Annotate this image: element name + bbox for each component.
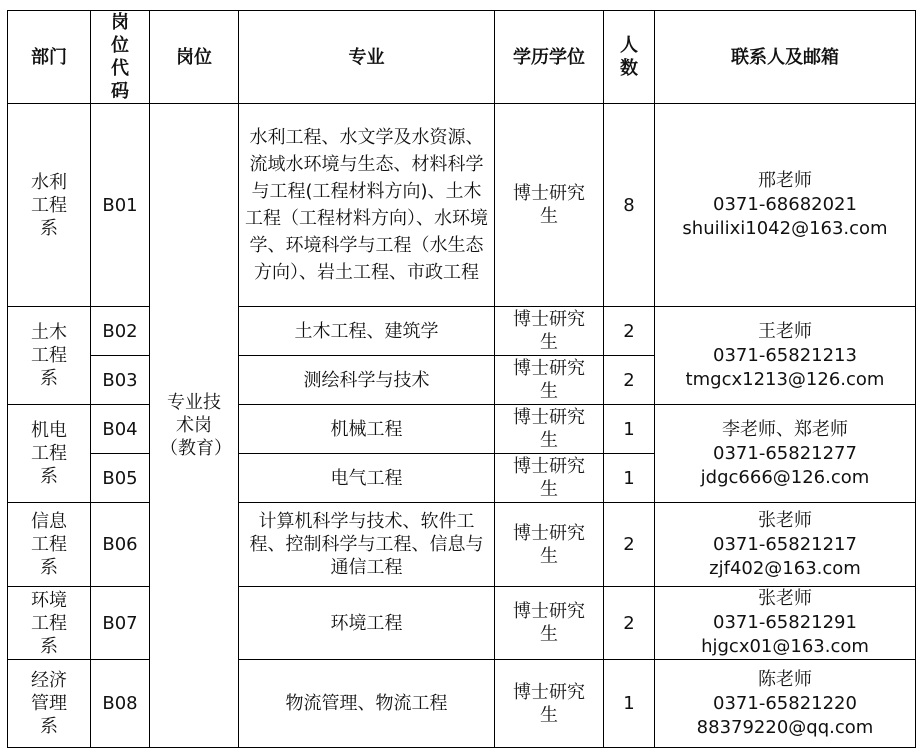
count-cell: 1 xyxy=(604,454,655,503)
header-code: 岗位代码 xyxy=(91,11,150,104)
major-cell: 测绘科学与技术 xyxy=(239,356,495,405)
table-row xyxy=(8,660,916,748)
contact-phone: 0371-68682021 xyxy=(713,194,857,215)
count-cell: 2 xyxy=(604,356,655,405)
header-degree: 学历学位 xyxy=(495,11,604,104)
contact-cell xyxy=(655,503,916,587)
major-cell: 物流管理、物流工程 xyxy=(239,660,495,748)
contact-name: 张老师 xyxy=(758,509,812,531)
degree-cell: 博士研究生 xyxy=(495,503,604,587)
degree-cell: 博士研究生 xyxy=(495,660,604,748)
table-row xyxy=(8,104,916,307)
contact-cell xyxy=(655,104,916,307)
code-cell: B01 xyxy=(91,104,150,307)
table-row xyxy=(8,587,916,660)
dept-cell: 机电工程系 xyxy=(8,405,91,503)
recruitment-table xyxy=(7,10,916,748)
dept-cell: 环境工程系 xyxy=(8,587,91,660)
count-cell: 1 xyxy=(604,660,655,748)
count-cell: 2 xyxy=(604,587,655,660)
contact-phone: 0371-65821220 xyxy=(713,692,857,714)
count-cell: 2 xyxy=(604,503,655,587)
degree-cell: 博士研究生 xyxy=(495,356,604,405)
header-dept: 部门 xyxy=(8,11,91,104)
major-cell: 计算机科学与技术、软件工程、控制科学与工程、信息与通信工程 xyxy=(239,503,495,587)
post-cell: 专业技术岗（教育） xyxy=(150,104,239,748)
major-cell: 土木工程、建筑学 xyxy=(239,307,495,356)
major-cell: 水利工程、水文学及水资源、流域水环境与生态、材料科学与工程(工程材料方向)、土木工程（工程材料方向）、水环境学、环境科学与工程（水生态方向）、岩土工程、市政工程 xyxy=(239,104,495,307)
count-cell: 8 xyxy=(604,104,655,307)
code-cell: B03 xyxy=(91,356,150,405)
dept-cell: 土木工程系 xyxy=(8,307,91,405)
code-cell: B07 xyxy=(91,587,150,660)
contact-email: zjf402@163.com xyxy=(709,557,861,579)
major-cell: 环境工程 xyxy=(239,587,495,660)
contact-phone: 0371-65821213 xyxy=(713,344,857,366)
header-count: 人数 xyxy=(604,11,655,104)
contact-phone: 0371-65821291 xyxy=(713,612,857,633)
contact-phone: 0371-65821277 xyxy=(713,442,857,464)
count-cell: 1 xyxy=(604,405,655,454)
contact-cell xyxy=(655,587,916,660)
contact-name: 王老师 xyxy=(758,320,812,342)
code-cell: B02 xyxy=(91,307,150,356)
contact-email: tmgcx1213@126.com xyxy=(685,368,885,390)
degree-cell: 博士研究生 xyxy=(495,405,604,454)
header-row xyxy=(8,11,916,104)
code-cell: B08 xyxy=(91,660,150,748)
contact-phone: 0371-65821217 xyxy=(713,533,857,555)
dept-cell: 信息工程系 xyxy=(8,503,91,587)
contact-cell xyxy=(655,307,916,405)
dept-cell: 经济管理系 xyxy=(8,660,91,748)
contact-name: 李老师、郑老师 xyxy=(722,418,848,440)
table-row xyxy=(8,405,916,454)
count-cell: 2 xyxy=(604,307,655,356)
contact-cell xyxy=(655,405,916,503)
table-row xyxy=(8,503,916,587)
code-cell: B06 xyxy=(91,503,150,587)
major-cell: 电气工程 xyxy=(239,454,495,503)
degree-cell: 博士研究生 xyxy=(495,587,604,660)
major-cell: 机械工程 xyxy=(239,405,495,454)
contact-name: 张老师 xyxy=(758,588,812,609)
contact-email: jdgc666@126.com xyxy=(700,466,870,488)
table-row xyxy=(8,307,916,356)
header-post: 岗位 xyxy=(150,11,239,104)
contact-cell xyxy=(655,660,916,748)
degree-cell: 博士研究生 xyxy=(495,104,604,307)
dept-cell: 水利工程系 xyxy=(8,104,91,307)
contact-email: 88379220@qq.com xyxy=(696,716,874,738)
contact-name: 邢老师 xyxy=(758,170,812,191)
contact-email: shuilixi1042@163.com xyxy=(682,218,888,239)
header-major: 专业 xyxy=(239,11,495,104)
header-contact: 联系人及邮箱 xyxy=(655,11,916,104)
degree-cell: 博士研究生 xyxy=(495,454,604,503)
contact-email: hjgcx01@163.com xyxy=(701,636,869,657)
degree-cell: 博士研究生 xyxy=(495,307,604,356)
code-cell: B05 xyxy=(91,454,150,503)
code-cell: B04 xyxy=(91,405,150,454)
contact-name: 陈老师 xyxy=(758,668,812,690)
